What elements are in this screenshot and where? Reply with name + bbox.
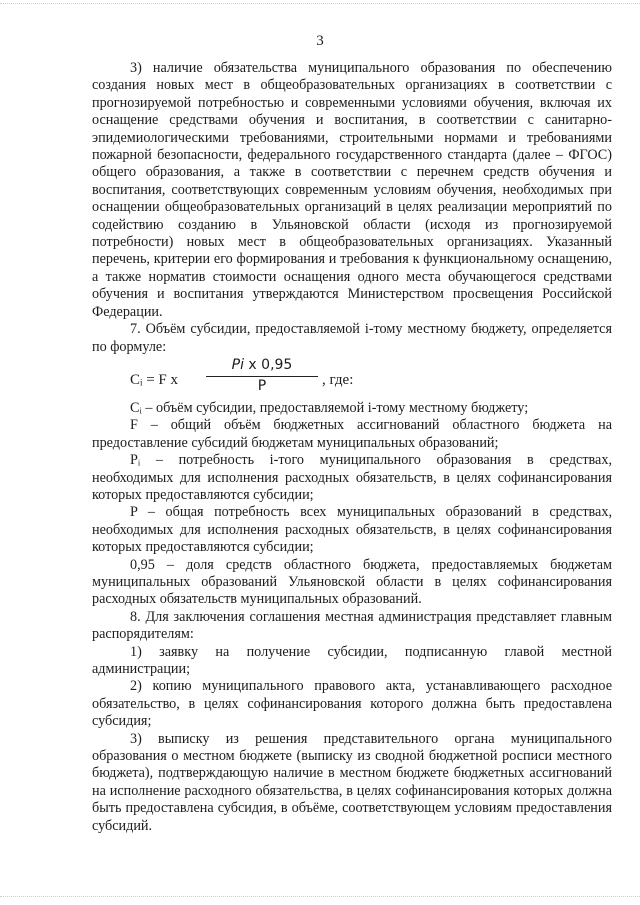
- scan-edge-bottom: [0, 896, 640, 899]
- paragraph-clause-8: 8. Для заключения соглашения местная администрация представляет главным распорядителям:: [92, 608, 612, 643]
- formula-lhs: Сᵢ = F x: [130, 371, 179, 388]
- definition-095: 0,95 – доля средств областного бюджета, предоставляемых бюджетам муниципальных образований Ульяновской области в целях софинансирования расходных обязательств муниципальных образований.: [92, 556, 612, 608]
- list-item-1: 1) заявку на получение субсидии, подписанную главой местной администрации;: [92, 643, 612, 677]
- list-item-2: 2) копию муниципального правового акта, устанавливающего расходное обязательство, в целях софинансирования которого должна быть предоставлена субсидия;: [92, 678, 612, 730]
- list-item-3: 3) выписку из решения представительного органа муниципального образования о местном бюджете (выписку из сводной бюджетной росписи местного бюджета), подтверждающую наличие в местном бюджете бюджетных ассигнований на исполнение расходного обязательства, в целях софинансирования которых должна быть предоставлена субсидия, в объёме, соответствующем условиям предоставления субсидий.: [92, 730, 612, 834]
- definition-pi: Pᵢ – потребность i-того муниципального образования в средствах, необходимых для исполнения расходных обязательств, в целях софинансирования которых предоставляются субсидии;: [92, 452, 612, 503]
- paragraph-clause-7: 7. Объём субсидии, предоставляемой i-тому местному бюджету, определяется по формуле:: [92, 321, 612, 355]
- scan-edge-top: [0, 3, 640, 6]
- definition-ci: Сᵢ – объём субсидии, предоставляемой i-тому местному бюджету;: [130, 399, 529, 416]
- formula-tail: , где:: [322, 371, 354, 388]
- formula-fraction: [206, 356, 318, 395]
- formula-denominator: P: [257, 377, 267, 394]
- definition-f: F – общий объём бюджетных ассигнований областного бюджета на предоставление субсидий бюджетам муниципальных образований;: [92, 417, 612, 451]
- formula-numerator-rest: x 0,95: [243, 356, 293, 373]
- formula-numerator: [206, 356, 318, 374]
- paragraph-item-3: 3) наличие обязательства муниципального образования по обеспечению создания новых мест в общеобразовательных организациях в соответствии с прогнозируемой потребностью и современными условиями обучения, включая их оснащение средствами обучения и воспитания, в соответствии с санитарно-эпидемиологическими требованиями, строительными нормами и требованиями пожарной безопасности, федерального государственного стандарта (далее – ФГОС) общего образования, а также в соответствии с перечнем средств обучения и воспитания, соответствующих современным условиям обучения, необходимых при оснащении общеобразовательных организаций в целях реализации мероприятий по содействию созданию в Ульяновской области (исходя из прогнозируемой потребности) новых мест в общеобразовательных организациях. Указанный перечень, критерии его формирования и требования к функциональному оснащению, а также норматив стоимости оснащения одного места обучающегося средствами обучения и воспитания утверждаются Министерством просвещения Российской Федерации.: [92, 60, 612, 320]
- definition-p: P – общая потребность всех муниципальных образований в средствах, необходимых для исполнения расходных обязательств, в целях софинансирования которых предоставляются субсидии;: [92, 504, 612, 556]
- formula-numerator-var: Pi: [231, 356, 244, 373]
- page-number: 3: [316, 33, 324, 49]
- document-body: [92, 60, 612, 835]
- subsidy-formula: [130, 356, 612, 400]
